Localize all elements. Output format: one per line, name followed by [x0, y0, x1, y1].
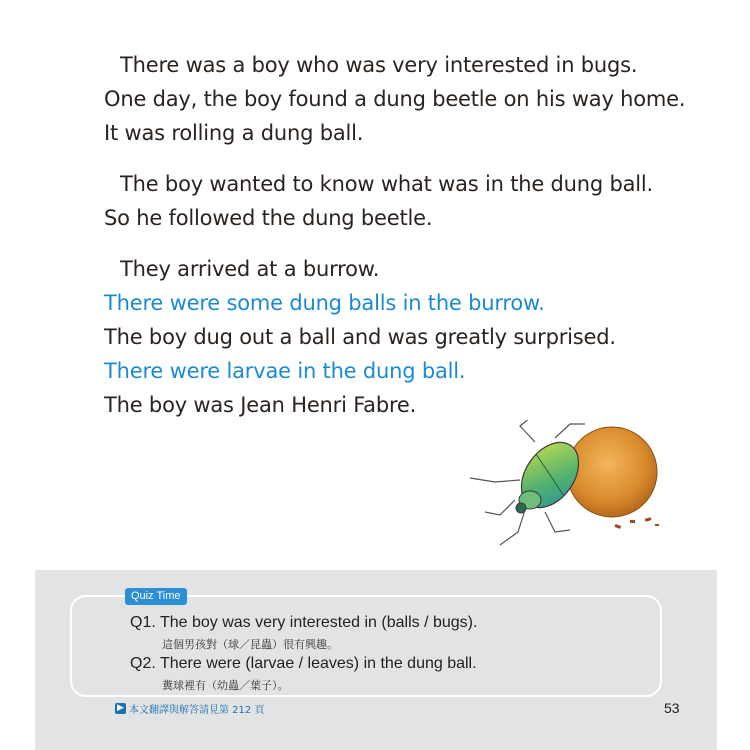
story-line: The boy was Jean Henri Fabre. — [104, 393, 417, 417]
quiz-question-1: Q1. The boy was very interested in (balls / bugs). — [130, 614, 478, 631]
translation-reference — [115, 701, 264, 716]
story-line: One day, the boy found a dung beetle on his way home. — [104, 87, 686, 111]
story-line-highlighted: There were larvae in the dung ball. — [104, 359, 466, 383]
dung-ball — [567, 427, 657, 517]
story-line: The boy dug out a ball and was greatly surprised. — [104, 325, 616, 349]
translation-reference-text: 本文翻譯與解答請見第 212 頁 — [129, 705, 265, 716]
quiz-time-tag: Quiz Time — [125, 588, 187, 605]
dung-beetle-illustration — [460, 420, 680, 560]
quiz-question-2-translation: 糞球裡有（幼蟲／葉子）。 — [162, 679, 289, 692]
arrow-right-icon: ▶ — [115, 703, 126, 714]
story-line: So he followed the dung beetle. — [104, 206, 433, 230]
story-line-highlighted: There were some dung balls in the burrow. — [104, 291, 545, 315]
page-number: 53 — [664, 700, 680, 716]
story-line: The boy wanted to know what was in the dung ball. — [120, 172, 654, 196]
dirt-crumbs — [614, 517, 659, 529]
quiz-question-2: Q2. There were (larvae / leaves) in the dung ball. — [130, 655, 477, 672]
story-line: There was a boy who was very interested in bugs. — [120, 53, 638, 77]
story-line: They arrived at a burrow. — [120, 257, 380, 281]
quiz-question-1-translation: 這個男孩對（球／昆蟲）很有興趣。 — [162, 638, 338, 651]
story-line: It was rolling a dung ball. — [104, 121, 364, 145]
quiz-box — [70, 595, 662, 697]
